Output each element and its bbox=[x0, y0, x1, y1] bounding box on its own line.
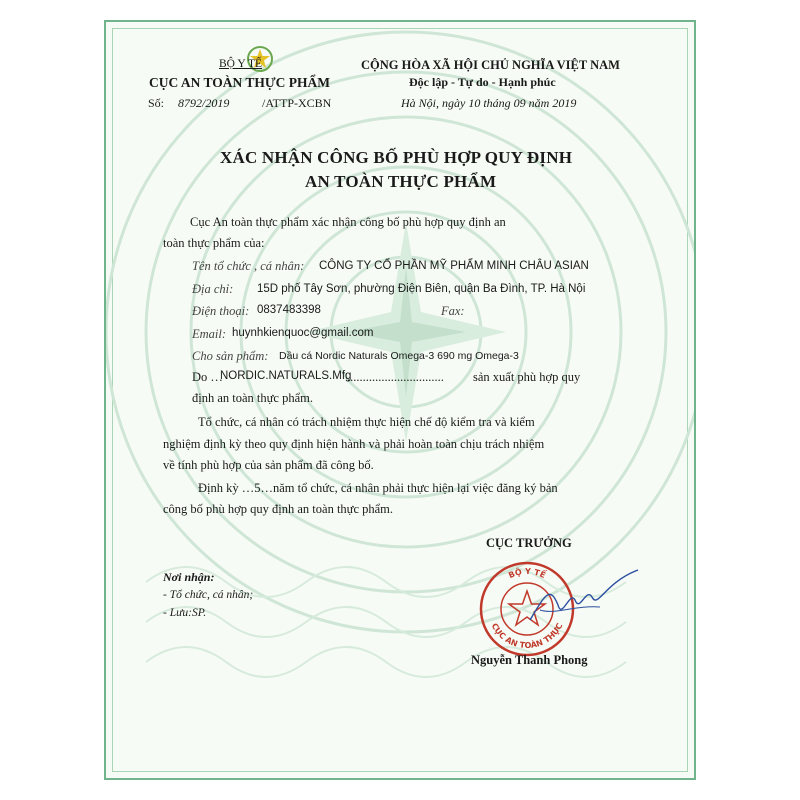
republic-name: CỘNG HÒA XÃ HỘI CHỦ NGHĨA VIỆT NAM bbox=[361, 58, 620, 72]
org-label: Tên tổ chức , cá nhân: bbox=[192, 259, 305, 273]
fax-label: Fax: bbox=[441, 304, 465, 318]
maker-value: NORDIC.NATURALS.Mfg bbox=[220, 370, 352, 382]
ministry-name: BỘ Y TẾ bbox=[219, 58, 263, 70]
number-suffix: /ATTP-XCBN bbox=[262, 96, 332, 110]
email-label: Email: bbox=[192, 327, 227, 341]
number-value: 8792/2019 bbox=[178, 96, 230, 110]
stamp-top-text: BỘ Y TẾ bbox=[507, 566, 547, 581]
responsibility-line2: nghiệm định kỳ theo quy định hiện hành và phải hoàn toàn chịu trách nhiệm bbox=[163, 437, 545, 451]
signer-name: Nguyễn Thanh Phong bbox=[471, 653, 588, 667]
document-title-line1: XÁC NHẬN CÔNG BỐ PHÙ HỢP QUY ĐỊNH bbox=[220, 148, 573, 167]
maker-dots: ............................... bbox=[347, 370, 444, 384]
recipients-heading: Nơi nhận: bbox=[163, 570, 215, 584]
number-label: Số: bbox=[148, 96, 165, 110]
periodic-line2: công bố phù hợp quy định an toàn thực phẩm. bbox=[163, 502, 394, 516]
responsibility-line3: về tính phù hợp của sản phẩm đã công bố. bbox=[163, 458, 374, 472]
org-value: CÔNG TY CỔ PHẦN MỸ PHẨM MINH CHÂU ASIAN bbox=[319, 260, 589, 272]
intro-line2: toàn thực phẩm của: bbox=[163, 236, 265, 250]
email-value: huynhkienquoc@gmail.com bbox=[232, 327, 374, 339]
issue-date: Hà Nội, ngày 10 tháng 09 năm 2019 bbox=[401, 96, 577, 110]
periodic-line1: Định kỳ …5…năm tổ chức, cá nhân phải thực hiện lại việc đăng ký bản bbox=[198, 481, 558, 495]
address-label: Địa chỉ: bbox=[192, 282, 234, 296]
republic-motto: Độc lập - Tự do - Hạnh phúc bbox=[409, 75, 556, 89]
maker-suffix: sản xuất phù hợp quy bbox=[473, 370, 581, 384]
intro-line1: Cục An toàn thực phẩm xác nhận công bố phù hợp quy định an bbox=[190, 215, 506, 229]
maker-line2: định an toàn thực phẩm. bbox=[192, 391, 313, 405]
stamp-bottom-text: CỤC AN TOÀN THỰC bbox=[489, 621, 565, 651]
signer-title: CỤC TRƯỞNG bbox=[486, 536, 572, 550]
recipient-item: - Tổ chức, cá nhân; bbox=[163, 589, 254, 601]
document-title-line2: AN TOÀN THỰC PHẨM bbox=[305, 172, 497, 191]
department-name: CỤC AN TOÀN THỰC PHẨM bbox=[149, 75, 331, 90]
product-label: Cho sản phẩm: bbox=[192, 349, 269, 363]
address-value: 15D phố Tây Sơn, phường Điện Biên, quận Ba Đình, TP. Hà Nội bbox=[257, 283, 586, 295]
responsibility-line1: Tổ chức, cá nhân có trách nhiệm thực hiện chế độ kiểm tra và kiểm bbox=[198, 415, 535, 429]
phone-value: 0837483398 bbox=[257, 304, 321, 316]
phone-label: Điện thoại: bbox=[192, 304, 250, 318]
recipient-item: - Lưu:SP. bbox=[163, 607, 207, 619]
handwritten-signature bbox=[520, 565, 640, 635]
maker-prefix: Do … bbox=[192, 370, 223, 384]
product-value: Dầu cá Nordic Naturals Omega-3 690 mg Omega-3 bbox=[279, 350, 519, 362]
